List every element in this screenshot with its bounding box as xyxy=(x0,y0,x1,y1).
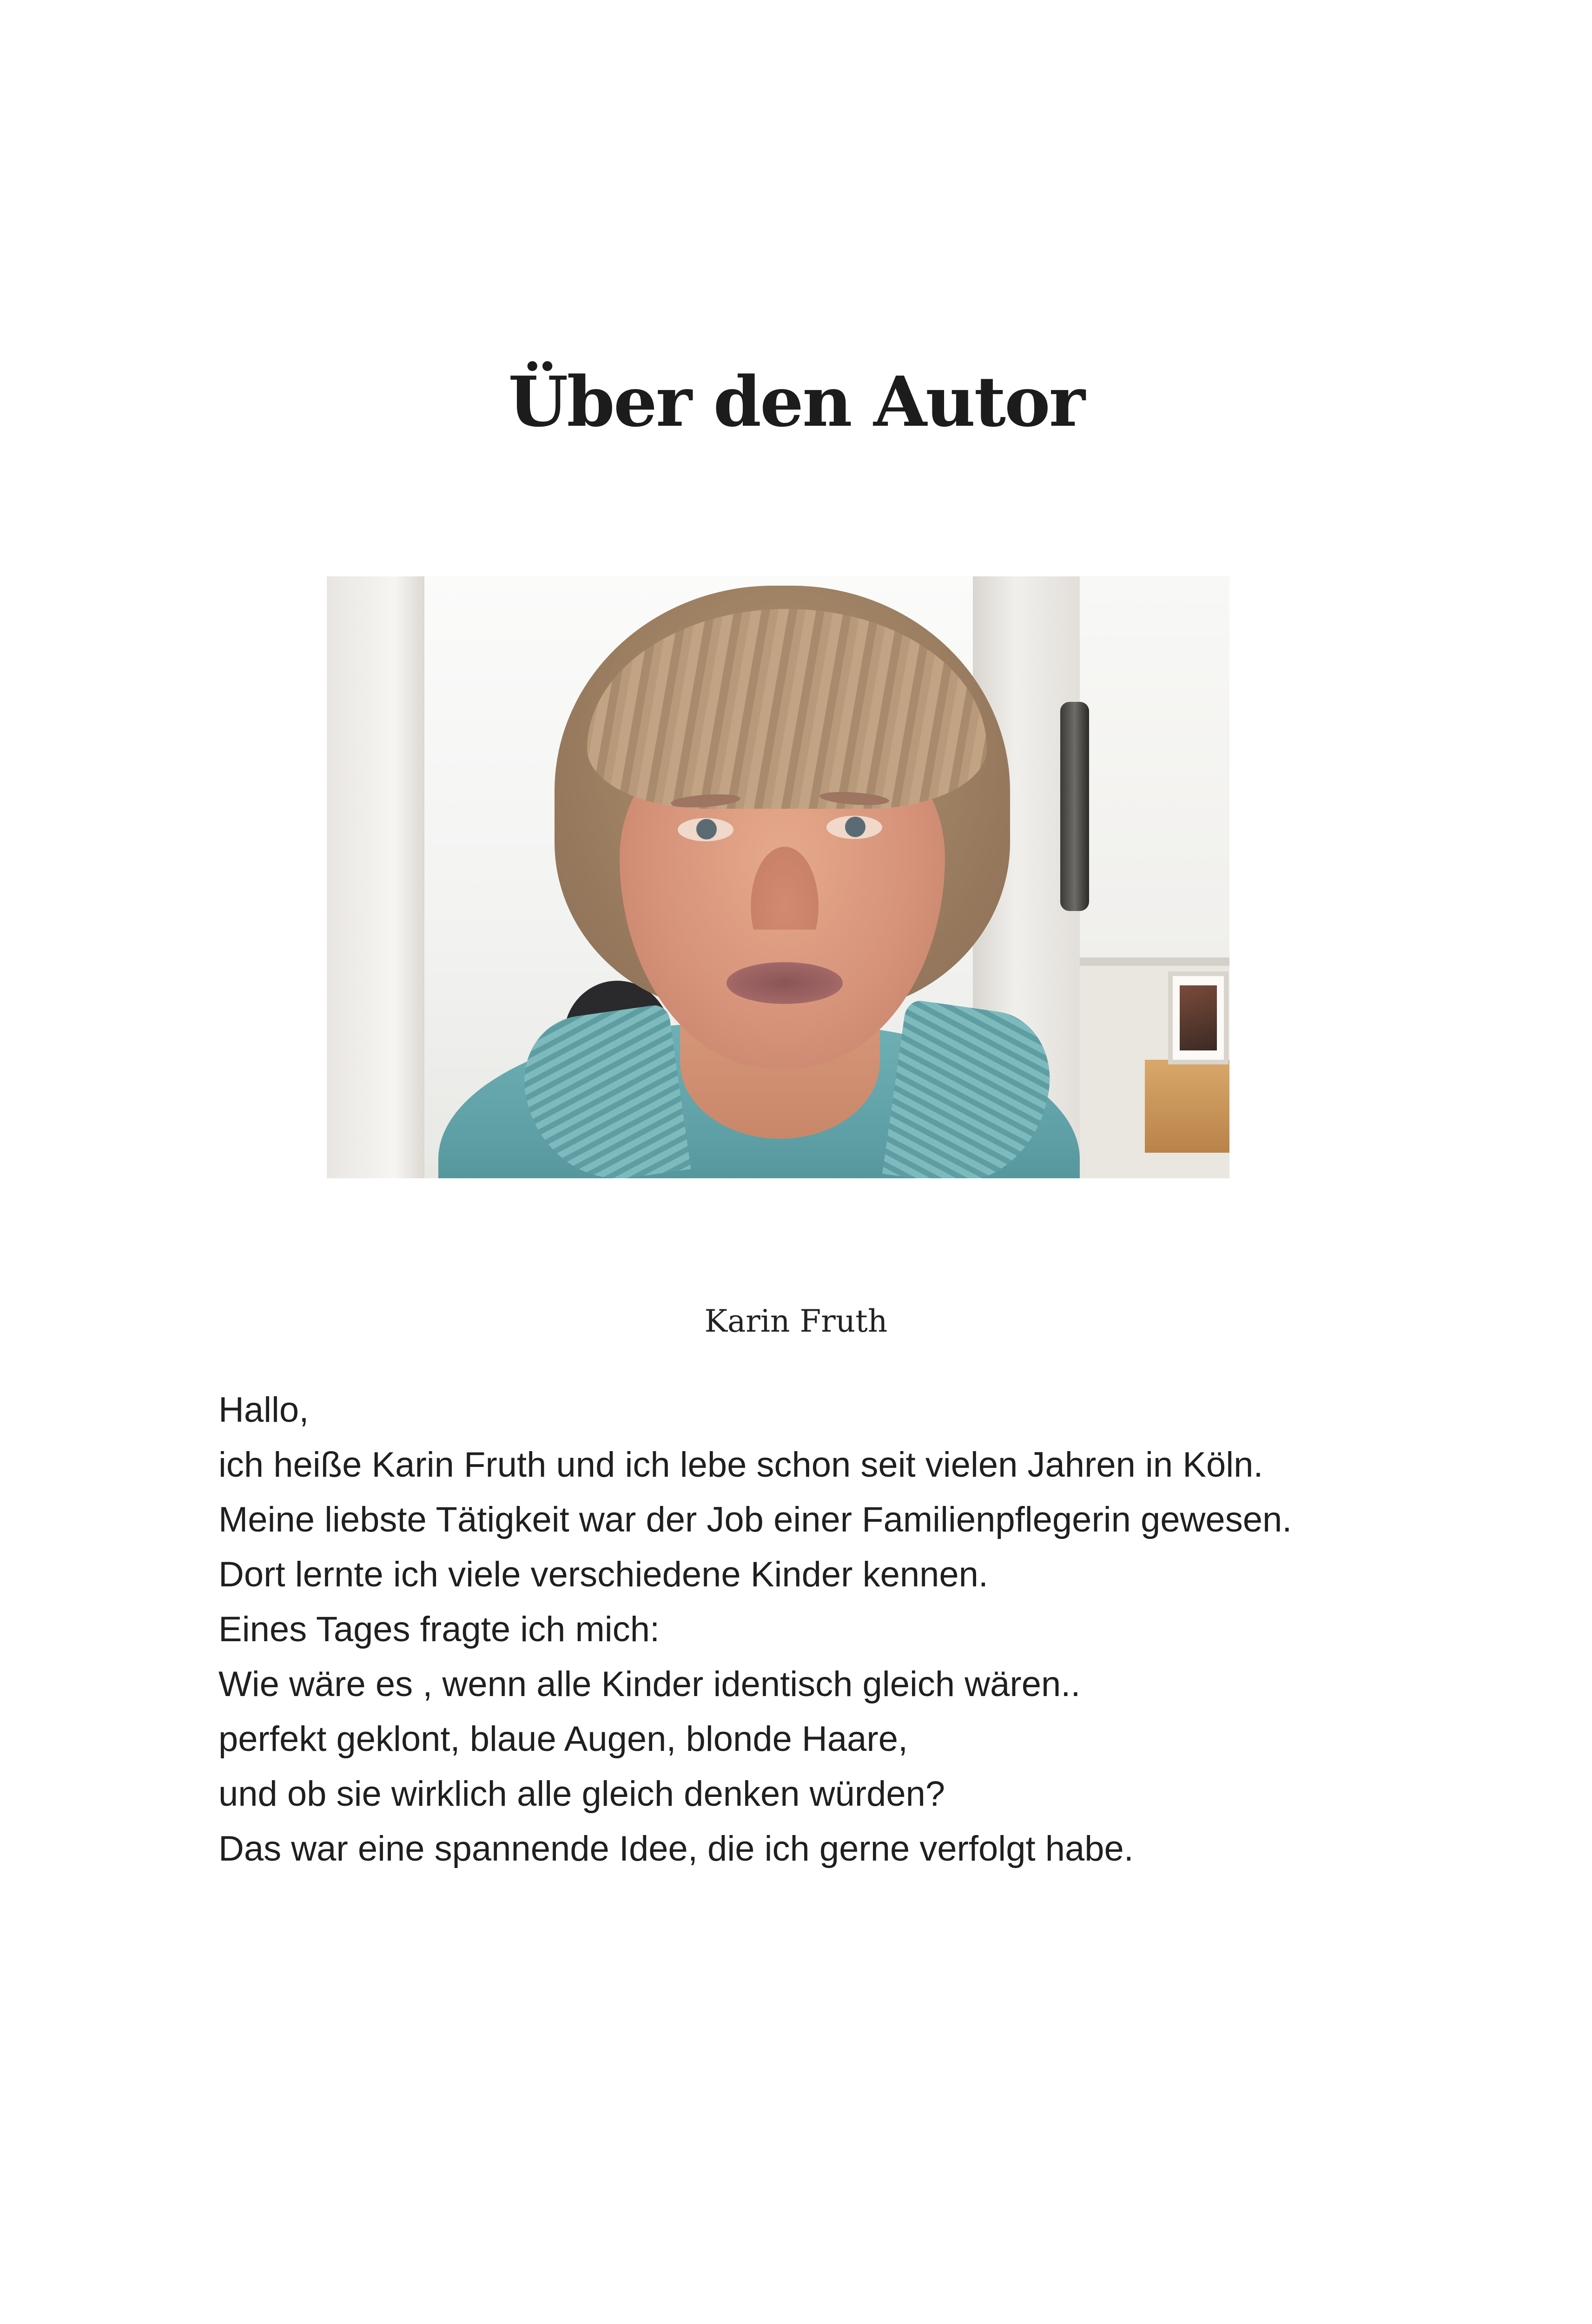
bio-line: perfekt geklont, blaue Augen, blonde Haare, xyxy=(218,1719,908,1759)
shelf xyxy=(1145,1060,1229,1153)
bio-line: Eines Tages fragte ich mich: xyxy=(218,1610,660,1649)
iris-right xyxy=(845,817,865,837)
photo-caption: Karin Fruth xyxy=(704,1303,888,1339)
window-frame-left xyxy=(327,576,424,1178)
bio-line: ich heiße Karin Fruth und ich lebe schon seit vielen Jahren in Köln. xyxy=(218,1445,1263,1485)
author-photo xyxy=(327,576,1229,1178)
bio-line: Meine liebste Tätigkeit war der Job einer Familienpflegerin gewesen. xyxy=(218,1500,1292,1539)
picture-frame-photo xyxy=(1180,985,1217,1050)
bio-line: Hallo, xyxy=(218,1390,309,1430)
author-bio xyxy=(218,1383,1427,1876)
page-title: Über den Autor xyxy=(508,361,1084,442)
window-handle xyxy=(1060,702,1089,911)
bio-line: Dort lernte ich viele verschiedene Kinder kennen. xyxy=(218,1555,989,1594)
nose xyxy=(745,837,824,930)
mouth xyxy=(727,962,843,1004)
iris-left xyxy=(696,819,717,839)
bio-line: Wie wäre es , wenn alle Kinder identisch gleich wären.. xyxy=(218,1664,1081,1704)
bio-line: und ob sie wirklich alle gleich denken würden? xyxy=(218,1774,945,1814)
bio-line: Das war eine spannende Idee, die ich gerne verfolgt habe. xyxy=(218,1829,1134,1868)
side-window xyxy=(1080,576,1229,966)
